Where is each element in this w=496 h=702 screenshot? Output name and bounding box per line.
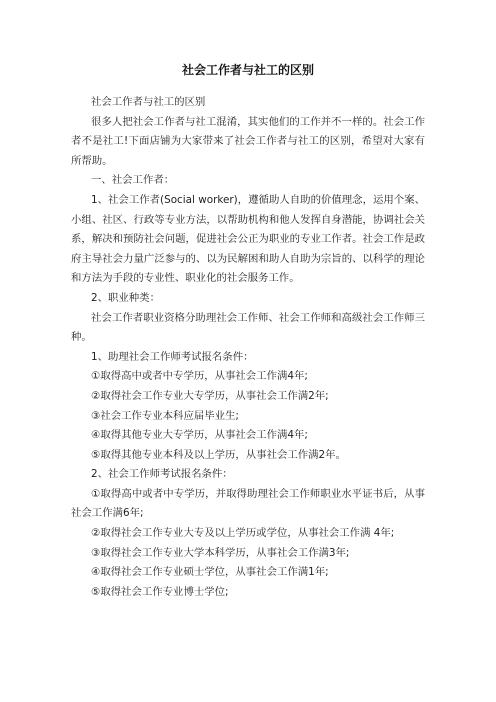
paragraph: ①取得高中或者中专学历，从事社会工作满4年; [91, 370, 308, 383]
paragraph: ②取得社会工作专业大专及以上学历或学位，从事社会工作满 4年; [91, 527, 395, 540]
paragraph: 1、助理社会工作师考试报名条件： [91, 350, 254, 363]
document-title: 社会工作者与社工的区别 [181, 63, 314, 77]
paragraph: ⑤取得社会工作专业博士学位; [91, 585, 229, 598]
paragraph: ③社会工作专业本科应届毕业生; [91, 409, 239, 422]
paragraph: ④取得其他专业大专学历，从事社会工作满4年; [91, 429, 308, 442]
paragraph: 2、社会工作师考试报名条件： [91, 468, 233, 481]
paragraph: ②取得社会工作专业大专学历，从事社会工作满2年; [91, 389, 329, 402]
paragraph: ①取得高中或者中专学历，并取得助理社会工作师职业水平证书后，从事社会工作满6年; [71, 487, 425, 520]
document-body [71, 93, 425, 602]
paragraph: 社会工作者职业资格分助理社会工作师、社会工作师和高级社会工作师三种。 [71, 311, 425, 344]
paragraph: 2、职业种类： [91, 291, 160, 304]
paragraph: 1、社会工作者(Social worker)，遵循助人自助的价值理念，运用个案、小组、社区、行政等专业方法，以帮助机构和他人发挥自身潜能，协调社会关系，解决和预防社会问题，促进社会公正为职业的专业工作者。社会工作是政府主导社会力量广泛参与的、以为民解困和助人自助为宗旨的、以科学的理论和方法为手段的专业性、职业化的社会服务工作。 [71, 193, 425, 285]
paragraph: ④取得社会工作专业硕士学位，从事社会工作满1年; [91, 566, 329, 579]
paragraph: 一、社会工作者： [91, 174, 175, 187]
paragraph: ③取得社会工作专业大学本科学历，从事社会工作满3年; [91, 546, 350, 559]
paragraph: 社会工作者与社工的区别 [91, 96, 206, 108]
paragraph: ⑤取得其他专业本科及以上学历，从事社会工作满2年。 [91, 448, 346, 461]
paragraph: 很多人把社会工作者与社工混淆，其实他们的工作并不一样的。社会工作者不是社工!下面店铺为大家带来了社会工作者与社工的区别，希望对大家有所帮助。 [71, 115, 425, 167]
